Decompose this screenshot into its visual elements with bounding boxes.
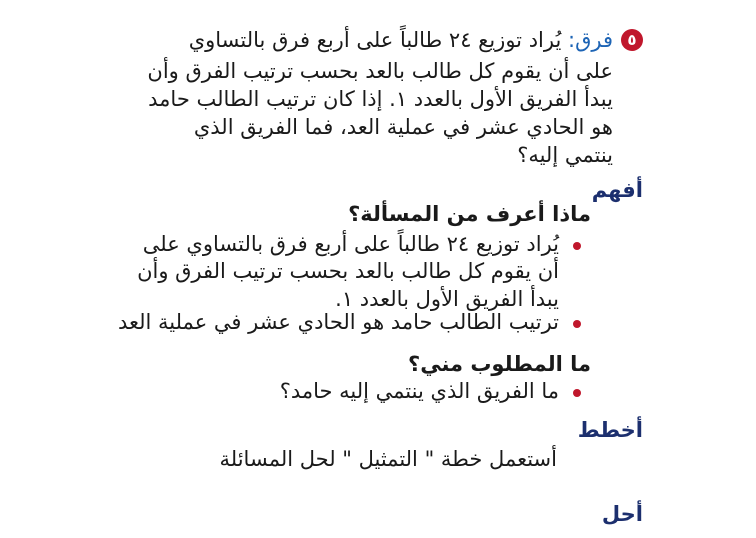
known-item-2: ترتيب الطالب حامد هو الحادي عشر في عملية العد: [117, 310, 559, 334]
known-question: ماذا أعرف من المسألة؟: [348, 202, 591, 226]
problem-text-line-1: يُراد توزيع ٢٤ طالباً على أربع فرق بالتساوي: [188, 28, 562, 52]
known-item-1-line-3: يبدأ الفريق الأول بالعدد ١.: [335, 287, 559, 311]
bullet-dot: [573, 320, 581, 328]
plan-text: أستعمل خطة " التمثيل " لحل المسائلة: [219, 447, 557, 471]
known-item-1-line-1: يُراد توزيع ٢٤ طالباً على أربع فرق بالتساوي على: [142, 232, 559, 256]
problem-line-3: يبدأ الفريق الأول بالعدد ١. إذا كان ترتيب الطالب حامد: [148, 87, 613, 111]
problem-line-1: [189, 27, 613, 53]
required-question: ما المطلوب مني؟: [408, 352, 591, 376]
known-item-1-line-2: أن يقوم كل طالب بالعد بحسب ترتيب الفرق وأن: [137, 259, 559, 283]
problem-line-5: ينتمي إليه؟: [517, 143, 613, 167]
problem-line-4: هو الحادي عشر في عملية العد، فما الفريق الذي: [193, 115, 613, 139]
plan-heading: أخطط: [577, 418, 643, 442]
problem-number-badge: ٥: [621, 29, 643, 51]
understand-heading: أفهم: [591, 178, 643, 202]
bullet-dot: [573, 242, 581, 250]
problem-keyword: فرق:: [568, 28, 613, 52]
bullet-dot: [573, 389, 581, 397]
problem-line-2: على أن يقوم كل طالب بالعد بحسب ترتيب الفرق وأن: [147, 59, 613, 83]
required-item: ما الفريق الذي ينتمي إليه حامد؟: [279, 379, 559, 403]
solve-heading: أحل: [601, 502, 643, 526]
